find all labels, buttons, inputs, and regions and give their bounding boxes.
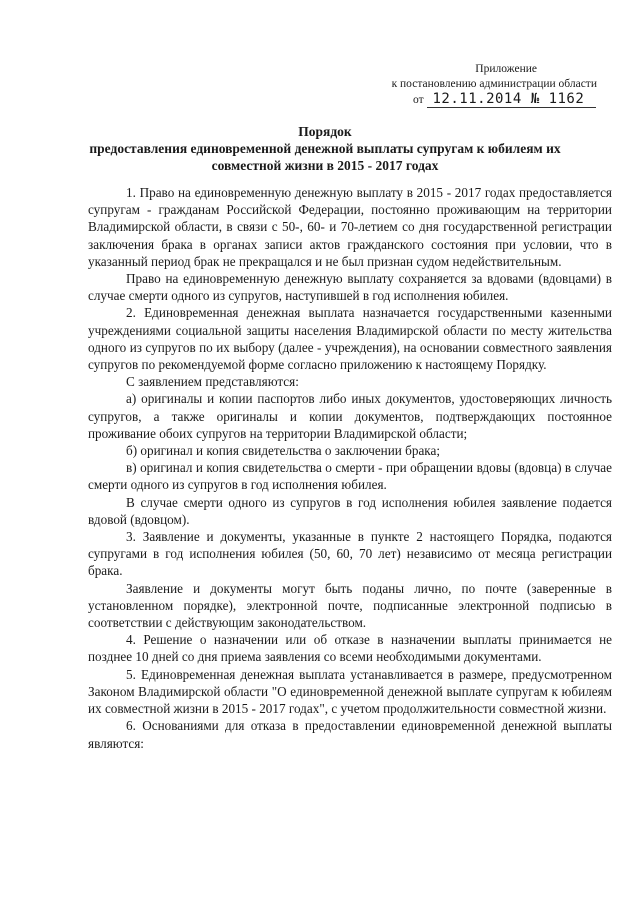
paragraph: 1. Право на единовременную денежную выплату в 2015 - 2017 годах предоставляется супругам - гражданам Российской Федерации, постоянно проживающим на территории Владимирской области, в связи с 50-, 60- и 70-летием со дня государственной регистрации заключения брака в органах записи актов гражданского состояния при условии, что в указанный период брак не прекращался и не был признан судом недействительным.	[88, 185, 612, 269]
paragraph: б) оригинал и копия свидетельства о заключении брака;	[126, 443, 441, 459]
paragraph: а) оригиналы и копии паспортов либо иных документов, удостоверяющих личность супругов, а также оригиналы и копии документов, подтверждающих постоянное проживание обоих супругов на территории Владимирской области;	[88, 391, 612, 441]
appendix-label: Приложение	[475, 63, 537, 75]
paragraph: 5. Единовременная денежная выплата устанавливается в размере, предусмотренном Законом Владимирской области "О единовременной денежной выплате супругам к юбилеям их совместной жизни в 2015 - 2017 годах", с учетом продолжительности совместной жизни.	[88, 666, 612, 717]
handwritten-date-number: 12.11.2014 № 1162	[427, 91, 597, 108]
paragraph: Право на единовременную денежную выплату сохраняется за вдовами (вдовцами) в случае смерти одного из супругов, наступившей в год исполнения юбилея.	[88, 271, 612, 304]
document-title	[60, 123, 590, 174]
paragraph: 3. Заявление и документы, указанные в пункте 2 настоящего Порядка, подаются супругами в год исполнения юбилея (50, 60, 70 лет) независимо от месяца регистрации брака.	[88, 529, 612, 579]
title-main: Порядок	[298, 124, 352, 139]
paragraph: С заявлением представляются:	[126, 374, 299, 390]
date-prefix: от	[413, 94, 424, 106]
paragraph: 4. Решение о назначении или об отказе в назначении выплаты принимается не позднее 10 дней со дня приема заявления со всеми необходимыми документами.	[88, 632, 612, 665]
document-body	[88, 184, 612, 752]
paragraph: в) оригинал и копия свидетельства о смерти - при обращении вдовы (вдовца) в случае смерти одного из супругов в год исполнения юбилея.	[88, 460, 612, 493]
paragraph: 2. Единовременная денежная выплата назначается государственными казенными учреждениями социальной защиты населения Владимирской области по месту жительства одного из супругов по их выбору (далее - учреждения), на основании совместного заявления супругов по рекомендуемой форме согласно приложению к настоящему Порядку.	[88, 305, 612, 373]
appendix-date-line	[367, 92, 597, 108]
appendix-header	[367, 62, 597, 108]
paragraph: 6. Основаниями для отказа в предоставлении единовременной денежной выплаты являются:	[88, 718, 612, 751]
paragraph: Заявление и документы могут быть поданы лично, по почте (заверенные в установленном порядке), электронной почте, подписанные электронной подписью в соответствии с действующим законодательством.	[88, 580, 612, 631]
appendix-reference: к постановлению администрации области	[391, 78, 597, 90]
title-subtitle: предоставления единовременной денежной выплаты супругам к юбилеям их совместной жизни в 2015 - 2017 годах	[89, 141, 561, 173]
paragraph: В случае смерти одного из супругов в год исполнения юбилея заявление подается вдовой (вдовцом).	[88, 494, 612, 527]
